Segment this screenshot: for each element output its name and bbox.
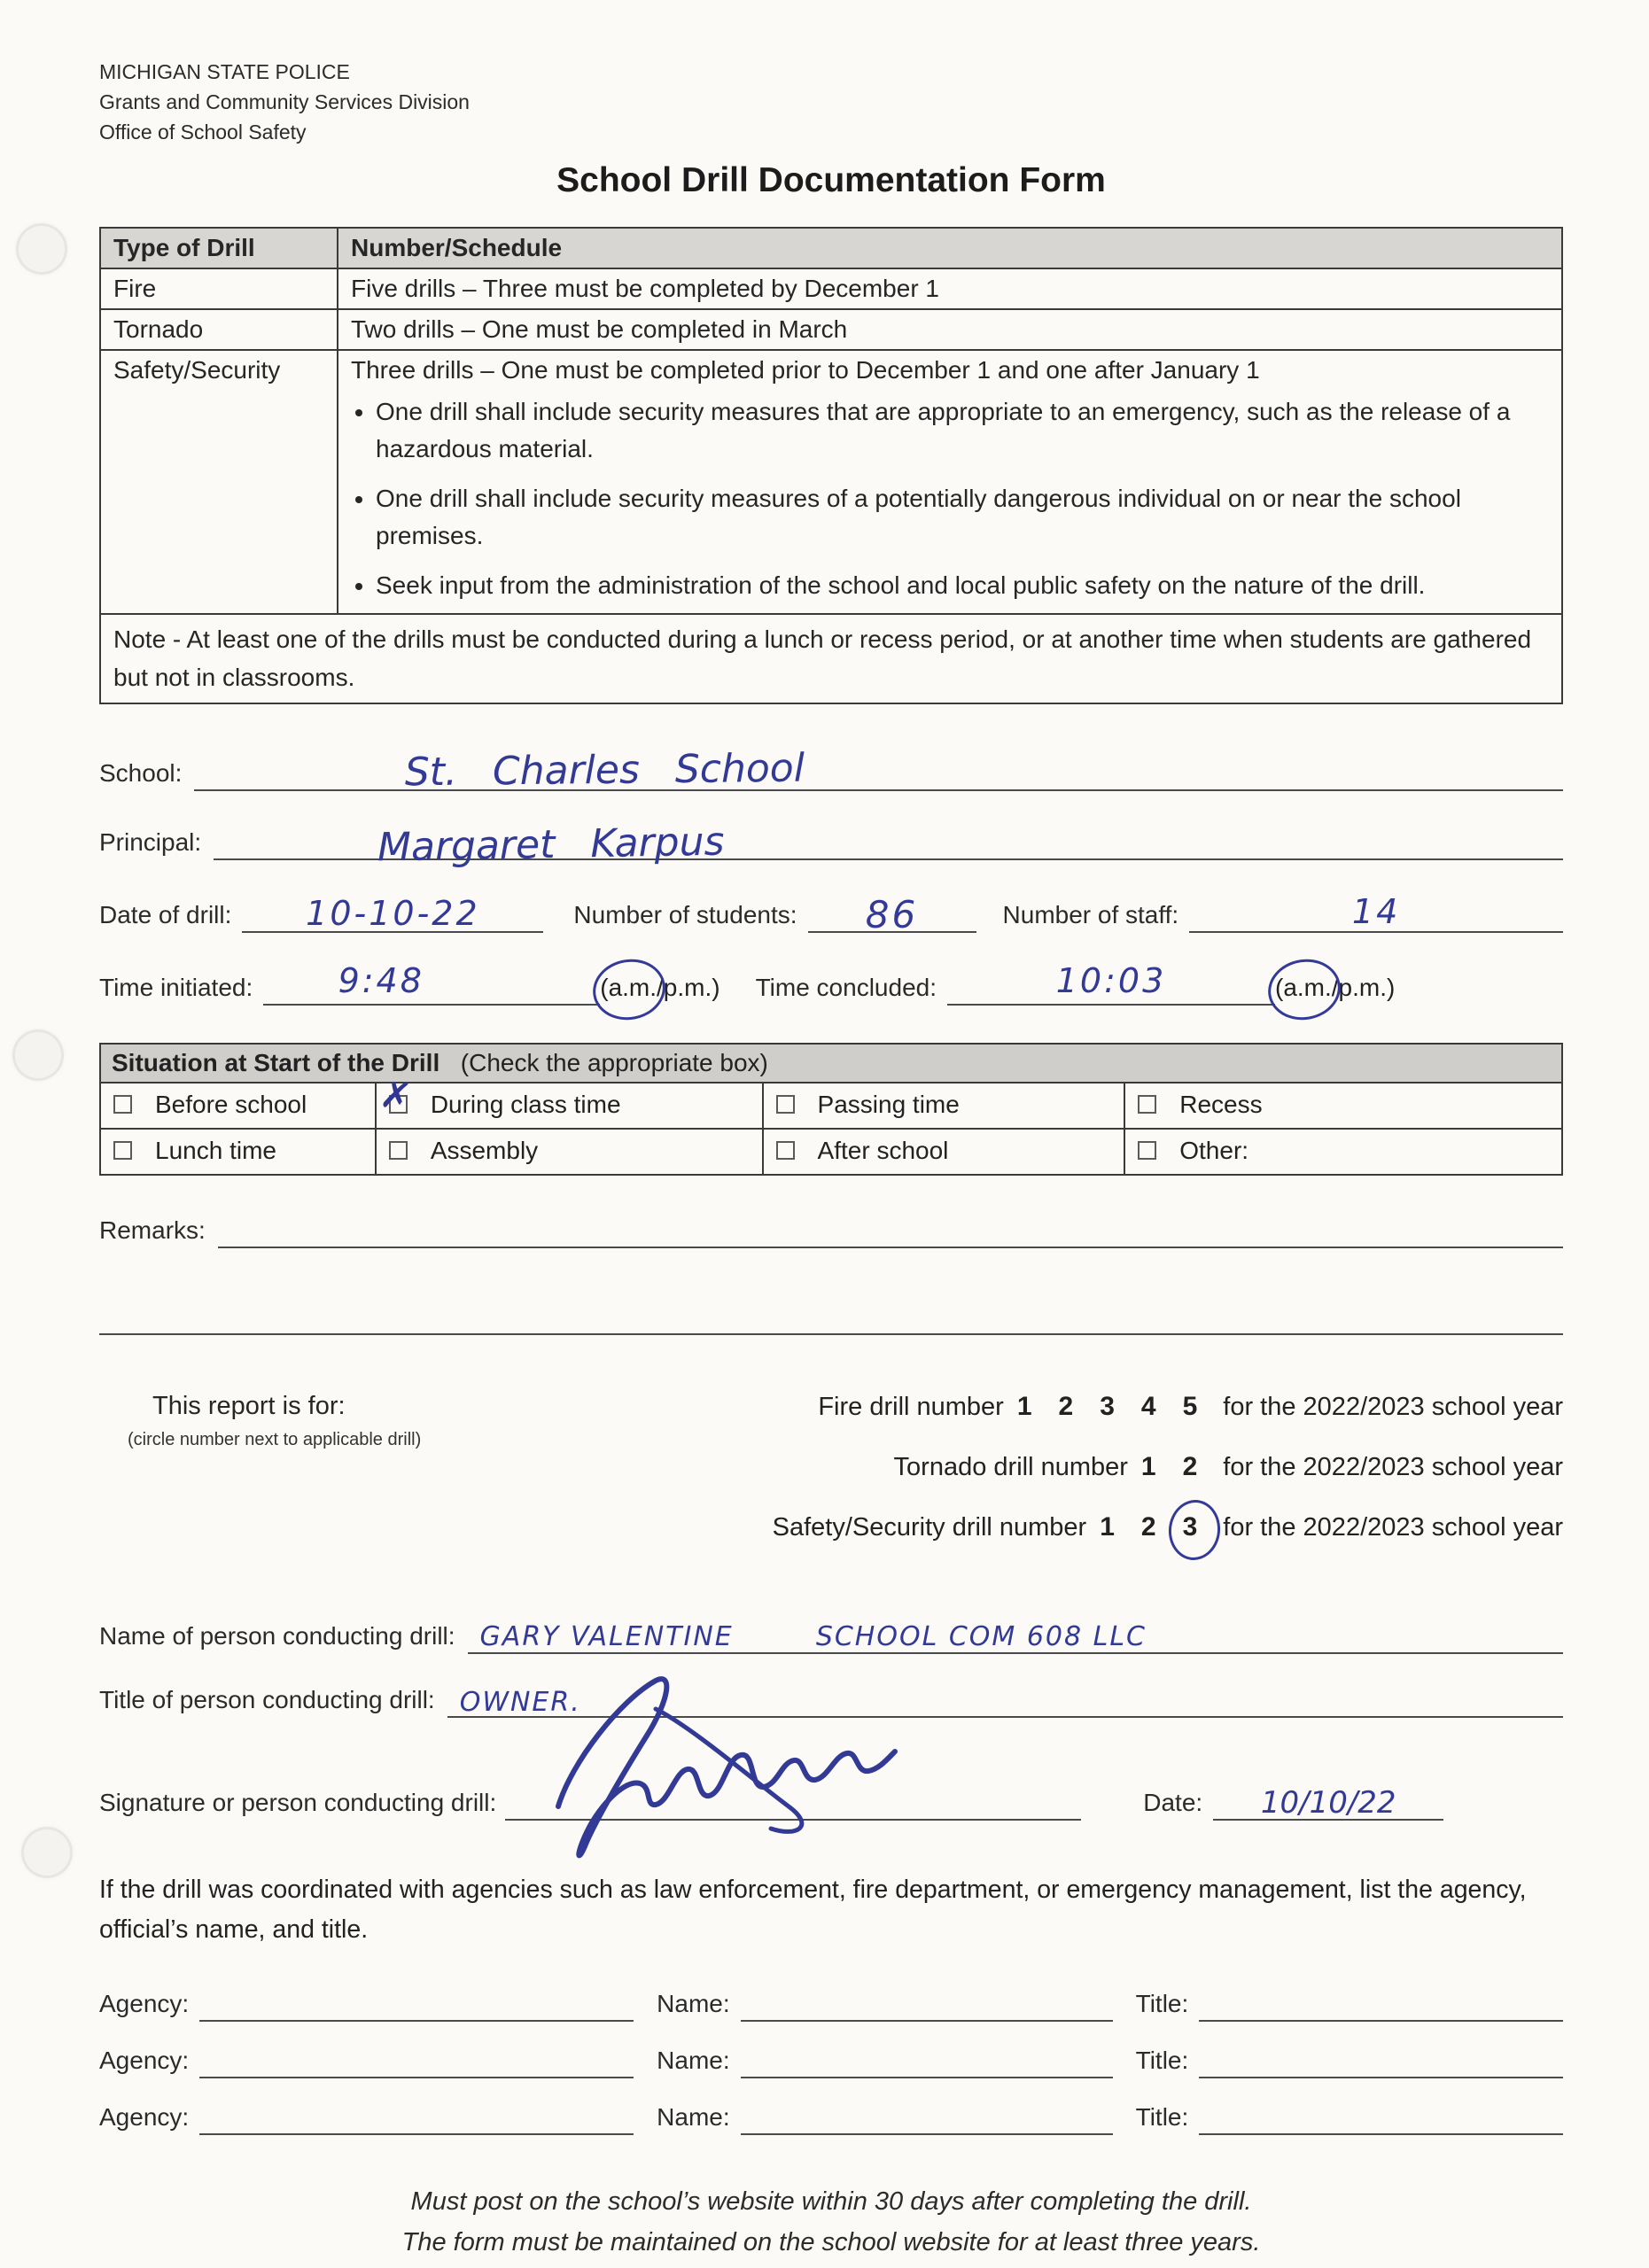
pm-text: /p.m.) xyxy=(1331,973,1396,1001)
conductor-name-handwritten xyxy=(468,1621,1563,1652)
time-row xyxy=(99,960,1563,1006)
fire-number-2[interactable]: 2 xyxy=(1058,1391,1074,1421)
agency-row-3 xyxy=(99,2101,1563,2135)
checkbox-icon[interactable] xyxy=(1138,1141,1156,1160)
agency-1-field[interactable] xyxy=(199,1988,634,2022)
option-label: During class time xyxy=(430,1090,621,1118)
date-of-drill-label: Date of drill: xyxy=(99,900,232,928)
footer-line-2: The form must be maintained on the school website for at least three years. xyxy=(401,2228,1261,2257)
date-of-drill-field[interactable] xyxy=(242,893,543,933)
fire-number-1[interactable]: 1 xyxy=(1016,1391,1032,1421)
report-intro: This report is for: xyxy=(152,1391,346,1420)
table-row-safety xyxy=(100,350,1562,614)
check-x-mark: ✗ xyxy=(377,1071,415,1119)
title-label: Title: xyxy=(1135,2102,1189,2131)
situation-section xyxy=(99,1043,1563,1176)
tornado-number-2[interactable]: 2 xyxy=(1182,1451,1198,1481)
drill-type: Tornado xyxy=(100,309,338,350)
signature-field[interactable] xyxy=(505,1783,1081,1821)
title-1-field[interactable] xyxy=(1199,1988,1563,2022)
agency-row-1 xyxy=(99,1988,1563,2022)
form-title: School Drill Documentation Form xyxy=(556,161,1106,199)
checkbox-icon[interactable] xyxy=(776,1095,795,1114)
division-name: Grants and Community Services Division xyxy=(99,90,470,113)
remarks-row xyxy=(99,1211,1563,1248)
option-label: Other: xyxy=(1179,1136,1249,1164)
time-concluded-handwritten-value: 10:03 xyxy=(1055,960,1167,1000)
footer-line-1: Must post on the school’s website within 30 days after completing the drill. xyxy=(410,2186,1252,2216)
time-initiated-handwritten-value: 9:48 xyxy=(338,960,424,1000)
drill-type: Safety/Security xyxy=(100,350,338,614)
time-concluded-field[interactable] xyxy=(947,960,1275,1006)
name-2-field[interactable] xyxy=(741,2045,1113,2078)
safety-suffix: for the 2022/2023 school year xyxy=(1223,1512,1563,1542)
am-pm-concluded[interactable] xyxy=(1275,974,1395,1006)
name-1-field[interactable] xyxy=(741,1988,1113,2022)
conductor-title-row xyxy=(99,1681,1563,1718)
name-label: Name: xyxy=(657,2046,730,2074)
office-name: Office of School Safety xyxy=(99,120,307,144)
number-of-students-label: Number of students: xyxy=(573,900,797,928)
table-header-row xyxy=(100,228,1562,268)
checkbox-icon[interactable] xyxy=(113,1095,132,1114)
remarks-label: Remarks: xyxy=(99,1216,206,1244)
hole-punch-middle xyxy=(12,1029,64,1081)
fire-drill-number-line xyxy=(516,1392,1563,1422)
option-lunch-time[interactable] xyxy=(101,1129,376,1174)
name-label: Name: xyxy=(657,2102,730,2131)
coordination-text: If the drill was coordinated with agencies such as law enforcement, fire department, or emergency management, list the agency, official’s name, and title. xyxy=(99,1875,1527,1945)
agency-label: Agency: xyxy=(99,2102,190,2131)
option-label: Assembly xyxy=(430,1136,539,1164)
option-other[interactable] xyxy=(1124,1129,1561,1174)
title-2-field[interactable] xyxy=(1199,2045,1563,2078)
fire-number-4[interactable]: 4 xyxy=(1140,1391,1156,1421)
tornado-drill-number-line xyxy=(516,1452,1563,1482)
option-label: Before school xyxy=(155,1090,307,1118)
signature-date-label: Date: xyxy=(1143,1788,1203,1816)
fire-number-3[interactable]: 3 xyxy=(1100,1391,1115,1421)
conductor-name-row xyxy=(99,1617,1563,1654)
table-row-note xyxy=(100,614,1562,703)
tornado-suffix: for the 2022/2023 school year xyxy=(1223,1452,1563,1481)
agency-name: MICHIGAN STATE POLICE xyxy=(99,60,350,83)
conductor-name-label: Name of person conducting drill: xyxy=(99,1621,455,1650)
safety-number-1[interactable]: 1 xyxy=(1100,1511,1115,1542)
number-of-staff-field[interactable] xyxy=(1189,891,1563,933)
title-label: Title: xyxy=(1135,1989,1189,2017)
signature-date-field[interactable] xyxy=(1213,1783,1443,1821)
school-label: School: xyxy=(99,758,183,787)
am-pm-initiated[interactable] xyxy=(600,974,719,1006)
option-before-school[interactable] xyxy=(101,1084,376,1129)
agency-3-field[interactable] xyxy=(199,2101,634,2135)
school-row xyxy=(99,745,1563,796)
principal-field[interactable] xyxy=(214,819,1563,871)
principal-label: Principal: xyxy=(99,827,202,856)
option-during-class-time[interactable] xyxy=(376,1071,763,1129)
safety-number-3-circled[interactable]: 3 xyxy=(1182,1511,1198,1542)
name-label: Name: xyxy=(657,1989,730,2017)
bullet-item: • One drill shall include security measures of a potentially dangerous individual on or near the school premises. xyxy=(376,480,1549,555)
conductor-title-field[interactable] xyxy=(447,1681,1563,1718)
principal-handwritten-value: Margaret Karpus xyxy=(377,819,725,871)
hole-punch-bottom xyxy=(21,1827,73,1878)
agency-label: Agency: xyxy=(99,2046,190,2074)
situation-title: Situation at Start of the Drill xyxy=(112,1048,440,1076)
remarks-field[interactable] xyxy=(218,1211,1563,1248)
drill-schedule: Three drills – One must be completed prior to December 1 and one after January 1 xyxy=(351,356,1260,384)
bullet-item: • Seek input from the administration of the school and local public safety on the nature of the drill. xyxy=(376,567,1549,604)
fire-drill-label: Fire drill number xyxy=(818,1392,1004,1421)
time-initiated-field[interactable] xyxy=(263,960,600,1006)
principal-row xyxy=(99,819,1563,871)
conductor-name-field[interactable] xyxy=(468,1617,1563,1654)
safety-number-2[interactable]: 2 xyxy=(1140,1511,1156,1542)
title-label: Title: xyxy=(1135,2046,1189,2074)
checkbox-icon[interactable] xyxy=(377,1071,415,1119)
fire-suffix: for the 2022/2023 school year xyxy=(1223,1392,1563,1421)
safety-bullet-list xyxy=(376,393,1549,604)
hole-punch-top xyxy=(16,223,67,275)
pm-text: /p.m.) xyxy=(657,973,720,1001)
report-instruction: (circle number next to applicable drill) xyxy=(128,1429,422,1449)
bullet-item: • One drill shall include security measures that are appropriate to an emergency, such as the release of a hazardous material. xyxy=(376,393,1549,468)
agency-label: Agency: xyxy=(99,1989,190,2017)
note-text: Note - At least one of the drills must be conducted during a lunch or recess period, or at another time when students are gathered but not in classrooms. xyxy=(100,614,1562,703)
report-section xyxy=(99,1392,1563,1562)
remarks-field-line2[interactable] xyxy=(99,1298,1563,1335)
checkbox-icon[interactable] xyxy=(389,1141,408,1160)
table-row-tornado xyxy=(100,309,1562,350)
signature-row xyxy=(99,1783,1563,1821)
signature-label: Signature or person conducting drill: xyxy=(99,1788,497,1816)
school-handwritten-value: St. Charles School xyxy=(404,745,805,796)
option-after-school[interactable] xyxy=(763,1129,1125,1174)
school-field[interactable] xyxy=(194,745,1563,796)
signature-date-value: 10/10/22 xyxy=(1260,1784,1396,1821)
checkbox-icon[interactable] xyxy=(113,1141,132,1160)
circled-am-initiated: (a.m. xyxy=(600,973,657,1001)
option-label: Lunch time xyxy=(155,1136,276,1164)
date-row xyxy=(99,891,1563,936)
staff-handwritten-value: 14 xyxy=(1351,891,1401,931)
letterhead xyxy=(99,57,1563,147)
option-passing-time[interactable] xyxy=(763,1084,1125,1129)
circled-am-concluded: (a.m. xyxy=(1275,973,1332,1001)
remarks-row-2 xyxy=(99,1248,1563,1335)
number-of-students-field[interactable] xyxy=(808,892,976,936)
conductor-title-value: OWNER. xyxy=(459,1686,581,1718)
checkbox-icon[interactable] xyxy=(1138,1095,1156,1114)
conductor-org-value: SCHOOL COM 608 LLC xyxy=(815,1620,1147,1652)
date-handwritten-value: 10-10-22 xyxy=(306,893,480,933)
col-header-type: Type of Drill xyxy=(100,228,338,268)
col-header-schedule: Number/Schedule xyxy=(338,228,1562,268)
option-label: After school xyxy=(817,1136,949,1164)
option-label: Passing time xyxy=(817,1090,960,1118)
students-handwritten-value: 86 xyxy=(865,892,919,936)
tornado-drill-label: Tornado drill number xyxy=(893,1452,1128,1481)
situation-grid xyxy=(101,1071,1561,1174)
checkbox-icon[interactable] xyxy=(776,1141,795,1160)
time-initiated-label: Time initiated: xyxy=(99,973,253,1001)
option-label: Recess xyxy=(1179,1090,1263,1118)
situation-header xyxy=(101,1045,1561,1084)
safety-drill-number-line xyxy=(516,1512,1563,1542)
conductor-title-label: Title of person conducting drill: xyxy=(99,1685,435,1713)
option-assembly[interactable] xyxy=(376,1129,763,1174)
drill-schedule: Five drills – Three must be completed by December 1 xyxy=(338,268,1562,309)
title-3-field[interactable] xyxy=(1199,2101,1563,2135)
agency-row-2 xyxy=(99,2045,1563,2078)
situation-subtitle: (Check the appropriate box) xyxy=(460,1048,768,1076)
safety-drill-label: Safety/Security drill number xyxy=(772,1512,1087,1542)
conductor-name-value: GARY VALENTINE xyxy=(479,1620,734,1652)
drill-schedule-table xyxy=(99,227,1563,704)
agency-2-field[interactable] xyxy=(199,2045,634,2078)
number-of-staff-label: Number of staff: xyxy=(1002,900,1179,928)
drill-type: Fire xyxy=(100,268,338,309)
time-concluded-label: Time concluded: xyxy=(755,973,937,1001)
fire-number-5[interactable]: 5 xyxy=(1182,1391,1198,1421)
option-recess[interactable] xyxy=(1124,1084,1561,1129)
footer-instructions xyxy=(99,2181,1563,2264)
name-3-field[interactable] xyxy=(741,2101,1113,2135)
drill-schedule: Two drills – One must be completed in March xyxy=(338,309,1562,350)
tornado-number-1[interactable]: 1 xyxy=(1140,1451,1156,1481)
table-row-fire xyxy=(100,268,1562,309)
